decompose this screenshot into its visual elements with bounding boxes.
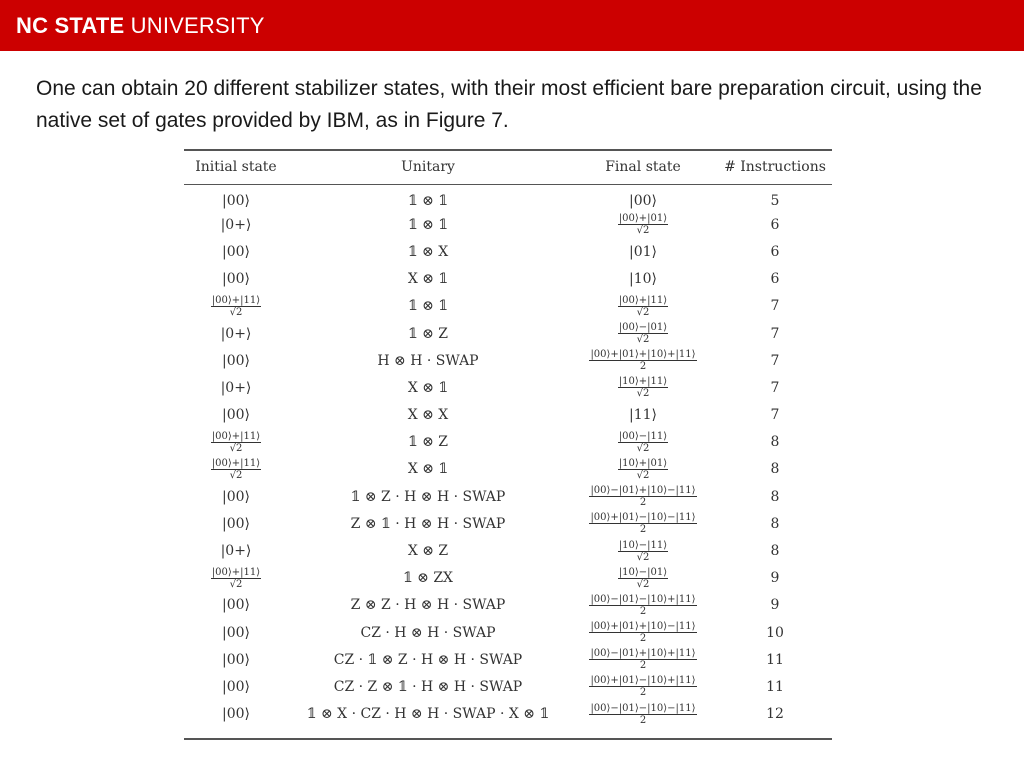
table-row — [184, 592, 832, 619]
fraction-numerator: |00⟩+|11⟩ — [211, 457, 261, 469]
initial-state-cell — [184, 429, 288, 456]
university-logo — [16, 13, 265, 39]
table-row — [184, 483, 832, 510]
fraction-numerator: |00⟩+|11⟩ — [211, 430, 261, 442]
instructions-cell: 8 — [770, 515, 780, 532]
final-state-cell-fraction — [618, 322, 668, 345]
fraction-numerator: |00⟩−|01⟩+|10⟩−|11⟩ — [590, 485, 696, 497]
final-state-cell: |00⟩ — [629, 192, 657, 209]
final-state-cell — [568, 429, 718, 456]
instructions-cell: 6 — [770, 243, 780, 260]
fraction-numerator: |10⟩−|11⟩ — [618, 539, 668, 551]
fraction-denominator: 2 — [639, 524, 647, 536]
unitary-cell: X ⊗ Z — [407, 543, 449, 560]
fraction-denominator: √2 — [229, 578, 243, 590]
initial-state-cell: |0+⟩ — [220, 543, 252, 560]
stabilizer-states-table — [184, 149, 832, 728]
header-banner — [0, 0, 1024, 51]
unitary-cell: 𝟙 ⊗ 𝟙 — [407, 192, 449, 209]
final-state-cell-fraction — [589, 648, 696, 671]
table-row — [184, 238, 832, 265]
instructions-cell: 11 — [766, 678, 784, 695]
final-state-cell — [568, 293, 718, 320]
final-state-cell: |10⟩ — [629, 271, 657, 288]
fraction-denominator: √2 — [636, 334, 650, 346]
fraction-denominator: 2 — [639, 497, 647, 509]
table-row — [184, 701, 832, 728]
final-state-cell: |01⟩ — [629, 243, 657, 260]
table-row — [184, 211, 832, 238]
table-bottom-rule — [184, 738, 832, 740]
final-state-cell — [568, 347, 718, 374]
instructions-cell: 6 — [770, 216, 780, 233]
fraction-denominator: √2 — [229, 442, 243, 454]
final-state-cell — [568, 483, 718, 510]
table-row — [184, 456, 832, 483]
table-body — [184, 184, 832, 728]
instructions-cell: 8 — [770, 543, 780, 560]
unitary-cell: 𝟙 ⊗ ZX — [402, 570, 454, 587]
final-state-cell-fraction — [589, 703, 696, 726]
intro-paragraph: One can obtain 20 different stabilizer states, with their most efficient bare preparation circuit, using the native set of gates provided by IBM, as in Figure 7. — [36, 77, 982, 132]
table-row — [184, 402, 832, 429]
instructions-cell: 5 — [770, 192, 780, 209]
final-state-cell — [568, 565, 718, 592]
initial-state-cell: |00⟩ — [222, 271, 250, 288]
final-state-cell-fraction — [589, 512, 696, 535]
initial-state-cell: |0+⟩ — [220, 379, 252, 396]
fraction-numerator: |10⟩−|01⟩ — [618, 566, 668, 578]
col-header-unitary: Unitary — [401, 159, 455, 176]
table-row — [184, 619, 832, 646]
initial-state-cell-fraction — [211, 458, 261, 481]
unitary-cell: Z ⊗ Z · H ⊗ H · SWAP — [350, 597, 506, 614]
instructions-cell: 8 — [770, 461, 780, 478]
instructions-cell: 7 — [770, 379, 780, 396]
final-state-cell-fraction — [618, 431, 668, 454]
fraction-numerator: |00⟩+|11⟩ — [618, 294, 668, 306]
final-state-cell-fraction — [618, 376, 668, 399]
initial-state-cell — [184, 565, 288, 592]
logo-bold-text: NC STATE — [16, 13, 125, 38]
unitary-cell: H ⊗ H · SWAP — [377, 352, 479, 369]
unitary-cell: 𝟙 ⊗ X · CZ · H ⊗ H · SWAP · X ⊗ 𝟙 — [306, 706, 550, 723]
final-state-cell — [568, 701, 718, 728]
table-row — [184, 510, 832, 537]
final-state-cell — [568, 211, 718, 238]
unitary-cell: CZ · Z ⊗ 𝟙 · H ⊗ H · SWAP — [333, 678, 523, 695]
fraction-denominator: √2 — [636, 225, 650, 237]
fraction-denominator: 2 — [639, 605, 647, 617]
fraction-denominator: √2 — [636, 469, 650, 481]
fraction-denominator: 2 — [639, 714, 647, 726]
initial-state-cell-fraction — [211, 431, 261, 454]
final-state-cell — [568, 673, 718, 700]
instructions-cell: 7 — [770, 325, 780, 342]
final-state-cell — [568, 510, 718, 537]
initial-state-cell: |00⟩ — [222, 624, 250, 641]
instructions-cell: 7 — [770, 407, 780, 424]
fraction-numerator: |00⟩+|01⟩+|10⟩+|11⟩ — [590, 349, 696, 361]
initial-state-cell: |00⟩ — [222, 678, 250, 695]
fraction-numerator: |00⟩+|01⟩+|10⟩−|11⟩ — [590, 621, 696, 633]
final-state-cell-fraction — [589, 675, 696, 698]
table-row — [184, 646, 832, 673]
final-state-cell-fraction — [589, 594, 696, 617]
fraction-denominator: √2 — [636, 578, 650, 590]
initial-state-cell: |00⟩ — [222, 243, 250, 260]
final-state-cell — [568, 592, 718, 619]
unitary-cell: X ⊗ 𝟙 — [407, 461, 449, 478]
table-row — [184, 293, 832, 320]
fraction-denominator: 2 — [639, 361, 647, 373]
fraction-denominator: √2 — [636, 388, 650, 400]
initial-state-cell-fraction — [211, 567, 261, 590]
final-state-cell-fraction — [618, 567, 668, 590]
fraction-denominator: 2 — [639, 660, 647, 672]
col-header-instructions: # Instructions — [724, 159, 826, 176]
fraction-denominator: √2 — [636, 306, 650, 318]
fraction-numerator: |00⟩+|01⟩ — [618, 213, 668, 225]
final-state-cell — [568, 456, 718, 483]
fraction-denominator: √2 — [229, 469, 243, 481]
table-row — [184, 266, 832, 293]
fraction-numerator: |00⟩−|01⟩ — [618, 322, 668, 334]
instructions-cell: 10 — [766, 624, 784, 641]
initial-state-cell: |00⟩ — [222, 651, 250, 668]
table-row — [184, 565, 832, 592]
table-row — [184, 184, 832, 211]
final-state-cell-fraction — [589, 485, 696, 508]
unitary-cell: Z ⊗ 𝟙 · H ⊗ H · SWAP — [350, 515, 506, 532]
unitary-cell: CZ · 𝟙 ⊗ Z · H ⊗ H · SWAP — [333, 651, 523, 668]
fraction-denominator: √2 — [636, 551, 650, 563]
fraction-numerator: |00⟩−|01⟩+|10⟩+|11⟩ — [590, 648, 696, 660]
instructions-cell: 6 — [770, 271, 780, 288]
final-state-cell-fraction — [618, 540, 668, 563]
fraction-denominator: √2 — [636, 442, 650, 454]
unitary-cell: 𝟙 ⊗ Z · H ⊗ H · SWAP — [350, 488, 506, 505]
unitary-cell: 𝟙 ⊗ 𝟙 — [407, 216, 449, 233]
fraction-numerator: |10⟩+|01⟩ — [618, 457, 668, 469]
fraction-numerator: |10⟩+|11⟩ — [618, 376, 668, 388]
table-row — [184, 673, 832, 700]
final-state-cell — [568, 374, 718, 401]
col-header-initial-state: Initial state — [195, 159, 277, 176]
initial-state-cell: |00⟩ — [222, 706, 250, 723]
instructions-cell: 8 — [770, 434, 780, 451]
fraction-numerator: |00⟩−|01⟩−|10⟩+|11⟩ — [590, 593, 696, 605]
initial-state-cell: |00⟩ — [222, 407, 250, 424]
table-row — [184, 320, 832, 347]
instructions-cell: 11 — [766, 651, 784, 668]
instructions-cell: 7 — [770, 298, 780, 315]
unitary-cell: X ⊗ 𝟙 — [407, 271, 449, 288]
table-row — [184, 537, 832, 564]
fraction-denominator: 2 — [639, 687, 647, 699]
unitary-cell: 𝟙 ⊗ Z — [407, 325, 449, 342]
initial-state-cell: |0+⟩ — [220, 325, 252, 342]
fraction-denominator: √2 — [229, 306, 243, 318]
initial-state-cell: |0+⟩ — [220, 216, 252, 233]
table-row — [184, 374, 832, 401]
fraction-numerator: |00⟩−|01⟩−|10⟩−|11⟩ — [590, 702, 696, 714]
initial-state-cell — [184, 293, 288, 320]
final-state-cell — [568, 619, 718, 646]
instructions-cell: 7 — [770, 352, 780, 369]
fraction-denominator: 2 — [639, 633, 647, 645]
final-state-cell-fraction — [589, 621, 696, 644]
col-header-final-state: Final state — [605, 159, 681, 176]
unitary-cell: CZ · H ⊗ H · SWAP — [360, 624, 496, 641]
unitary-cell: X ⊗ X — [407, 407, 449, 424]
instructions-cell: 8 — [770, 488, 780, 505]
table-row — [184, 429, 832, 456]
fraction-numerator: |00⟩+|11⟩ — [211, 294, 261, 306]
unitary-cell: X ⊗ 𝟙 — [407, 379, 449, 396]
fraction-numerator: |00⟩+|11⟩ — [211, 566, 261, 578]
unitary-cell: 𝟙 ⊗ Z — [407, 434, 449, 451]
final-state-cell — [568, 320, 718, 347]
logo-light-text: UNIVERSITY — [130, 13, 265, 38]
initial-state-cell: |00⟩ — [222, 597, 250, 614]
initial-state-cell: |00⟩ — [222, 488, 250, 505]
instructions-cell: 9 — [770, 597, 780, 614]
fraction-numerator: |00⟩+|01⟩−|10⟩−|11⟩ — [590, 512, 696, 524]
final-state-cell-fraction — [618, 295, 668, 318]
final-state-cell: |11⟩ — [629, 407, 657, 424]
fraction-numerator: |00⟩+|01⟩−|10⟩+|11⟩ — [590, 675, 696, 687]
table-row — [184, 347, 832, 374]
initial-state-cell: |00⟩ — [222, 192, 250, 209]
unitary-cell: 𝟙 ⊗ 𝟙 — [407, 298, 449, 315]
table-header-row — [184, 150, 832, 184]
unitary-cell: 𝟙 ⊗ X — [407, 243, 449, 260]
final-state-cell-fraction — [618, 458, 668, 481]
final-state-cell-fraction — [618, 213, 668, 236]
initial-state-cell-fraction — [211, 295, 261, 318]
final-state-cell — [568, 537, 718, 564]
final-state-cell — [568, 646, 718, 673]
final-state-cell-fraction — [589, 349, 696, 372]
initial-state-cell — [184, 456, 288, 483]
instructions-cell: 12 — [766, 706, 784, 723]
initial-state-cell: |00⟩ — [222, 352, 250, 369]
instructions-cell: 9 — [770, 570, 780, 587]
initial-state-cell: |00⟩ — [222, 515, 250, 532]
fraction-numerator: |00⟩−|11⟩ — [618, 430, 668, 442]
